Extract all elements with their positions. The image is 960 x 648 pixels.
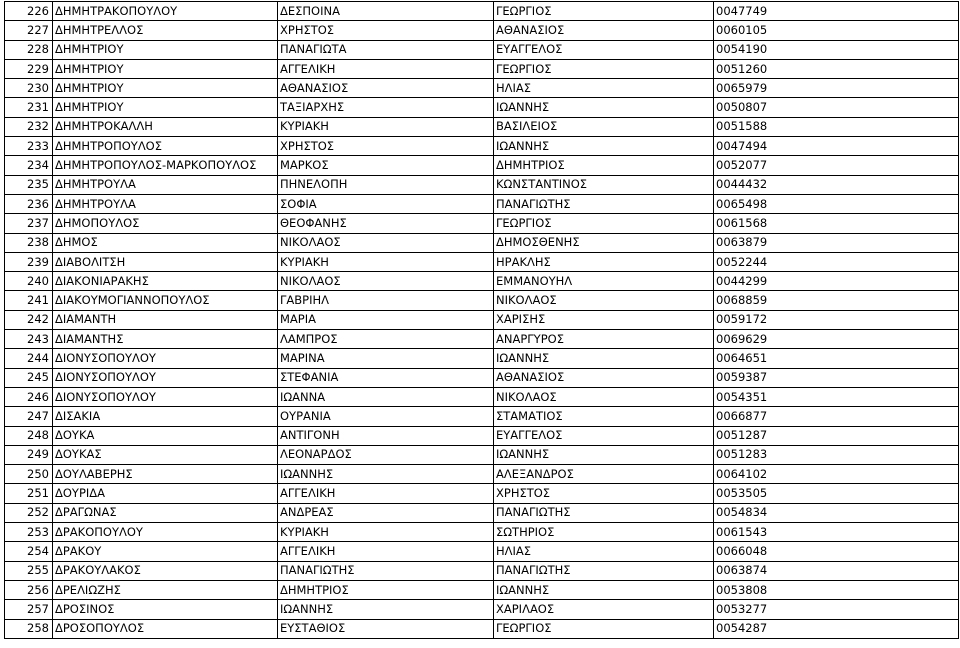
first-name-cell: ΝΙΚΟΛΑΟΣ	[278, 233, 494, 252]
father-name-cell: ΣΩΤΗΡΙΟΣ	[494, 523, 714, 542]
row-number: 240	[5, 272, 53, 291]
row-number: 234	[5, 156, 53, 175]
table-row	[5, 445, 959, 464]
row-number: 246	[5, 387, 53, 406]
table-row	[5, 349, 959, 368]
table-row	[5, 233, 959, 252]
table-row	[5, 98, 959, 117]
row-number: 239	[5, 252, 53, 271]
code-cell: 0054190	[714, 40, 959, 59]
table-row	[5, 387, 959, 406]
surname-cell: ΔΡΑΚΟΥ	[53, 542, 278, 561]
surname-cell: ΔΗΜΗΤΡΟΥΛΑ	[53, 194, 278, 213]
row-number: 235	[5, 175, 53, 194]
surname-cell: ΔΗΜΗΤΡΕΛΛΟΣ	[53, 21, 278, 40]
code-cell: 0053505	[714, 484, 959, 503]
code-cell: 0054834	[714, 503, 959, 522]
surname-cell: ΔΗΜΟΠΟΥΛΟΣ	[53, 214, 278, 233]
surname-cell: ΔΗΜΗΤΡΟΠΟΥΛΟΣ	[53, 137, 278, 156]
first-name-cell: ΙΩΑΝΝΗΣ	[278, 600, 494, 619]
row-number: 237	[5, 214, 53, 233]
code-cell: 0064102	[714, 465, 959, 484]
row-number: 250	[5, 465, 53, 484]
surname-cell: ΔΗΜΗΤΡΙΟΥ	[53, 98, 278, 117]
father-name-cell: ΑΝΑΡΓΥΡΟΣ	[494, 330, 714, 349]
first-name-cell: ΑΝΤΙΓΟΝΗ	[278, 426, 494, 445]
table-row	[5, 407, 959, 426]
table-row	[5, 272, 959, 291]
surname-cell: ΔΙΟΝΥΣΟΠΟΥΛΟΥ	[53, 387, 278, 406]
first-name-cell: ΣΤΕΦΑΝΙΑ	[278, 368, 494, 387]
first-name-cell: ΠΑΝΑΓΙΩΤΑ	[278, 40, 494, 59]
first-name-cell: ΑΓΓΕΛΙΚΗ	[278, 484, 494, 503]
father-name-cell: ΒΑΣΙΛΕΙΟΣ	[494, 117, 714, 136]
father-name-cell: ΚΩΝΣΤΑΝΤΙΝΟΣ	[494, 175, 714, 194]
surname-cell: ΔΡΟΣΙΝΟΣ	[53, 600, 278, 619]
father-name-cell: ΓΕΩΡΓΙΟΣ	[494, 214, 714, 233]
table-row	[5, 175, 959, 194]
row-number: 238	[5, 233, 53, 252]
row-number: 226	[5, 2, 53, 21]
row-number: 231	[5, 98, 53, 117]
surname-cell: ΔΗΜΗΤΡΟΠΟΥΛΟΣ-ΜΑΡΚΟΠΟΥΛΟΣ	[53, 156, 278, 175]
code-cell: 0044299	[714, 272, 959, 291]
father-name-cell: ΔΗΜΗΤΡΙΟΣ	[494, 156, 714, 175]
surname-cell: ΔΡΑΚΟΥΛΑΚΟΣ	[53, 561, 278, 580]
first-name-cell: ΓΑΒΡΙΗΛ	[278, 291, 494, 310]
surname-cell: ΔΗΜΗΤΡΙΟΥ	[53, 59, 278, 78]
table-row	[5, 561, 959, 580]
table-row	[5, 40, 959, 59]
first-name-cell: ΑΘΑΝΑΣΙΟΣ	[278, 79, 494, 98]
table-row	[5, 310, 959, 329]
table-row	[5, 580, 959, 599]
surname-cell: ΔΟΥΚΑΣ	[53, 445, 278, 464]
father-name-cell: ΓΕΩΡΓΙΟΣ	[494, 2, 714, 21]
father-name-cell: ΙΩΑΝΝΗΣ	[494, 98, 714, 117]
table-row	[5, 619, 959, 638]
code-cell: 0064651	[714, 349, 959, 368]
first-name-cell: ΙΩΑΝΝΑ	[278, 387, 494, 406]
first-name-cell: ΘΕΟΦΑΝΗΣ	[278, 214, 494, 233]
surname-cell: ΔΟΥΛΑΒΕΡΗΣ	[53, 465, 278, 484]
father-name-cell: ΕΥΑΓΓΕΛΟΣ	[494, 426, 714, 445]
table-row	[5, 214, 959, 233]
code-cell: 0050807	[714, 98, 959, 117]
surname-cell: ΔΗΜΗΤΡΟΥΛΑ	[53, 175, 278, 194]
row-number: 251	[5, 484, 53, 503]
row-number: 232	[5, 117, 53, 136]
father-name-cell: ΙΩΑΝΝΗΣ	[494, 445, 714, 464]
code-cell: 0053808	[714, 580, 959, 599]
first-name-cell: ΝΙΚΟΛΑΟΣ	[278, 272, 494, 291]
table-row	[5, 523, 959, 542]
code-cell: 0065979	[714, 79, 959, 98]
table-row	[5, 137, 959, 156]
row-number: 245	[5, 368, 53, 387]
code-cell: 0047749	[714, 2, 959, 21]
surname-cell: ΔΙΑΚΟΥΜΟΓΙΑΝΝΟΠΟΥΛΟΣ	[53, 291, 278, 310]
father-name-cell: ΧΑΡΙΣΗΣ	[494, 310, 714, 329]
code-cell: 0066877	[714, 407, 959, 426]
first-name-cell: ΠΗΝΕΛΟΠΗ	[278, 175, 494, 194]
row-number: 236	[5, 194, 53, 213]
code-cell: 0051287	[714, 426, 959, 445]
table-row	[5, 330, 959, 349]
code-cell: 0059172	[714, 310, 959, 329]
first-name-cell: ΚΥΡΙΑΚΗ	[278, 523, 494, 542]
surname-cell: ΔΙΣΑΚΙΑ	[53, 407, 278, 426]
row-number: 252	[5, 503, 53, 522]
table-row	[5, 21, 959, 40]
surname-cell: ΔΗΜΗΤΡΟΚΑΛΛΗ	[53, 117, 278, 136]
code-cell: 0054287	[714, 619, 959, 638]
code-cell: 0061543	[714, 523, 959, 542]
first-name-cell: ΑΓΓΕΛΙΚΗ	[278, 542, 494, 561]
table-row	[5, 542, 959, 561]
row-number: 241	[5, 291, 53, 310]
code-cell: 0053277	[714, 600, 959, 619]
row-number: 255	[5, 561, 53, 580]
father-name-cell: ΝΙΚΟΛΑΟΣ	[494, 387, 714, 406]
father-name-cell: ΙΩΑΝΝΗΣ	[494, 349, 714, 368]
table-row	[5, 156, 959, 175]
row-number: 242	[5, 310, 53, 329]
first-name-cell: ΤΑΞΙΑΡΧΗΣ	[278, 98, 494, 117]
row-number: 243	[5, 330, 53, 349]
first-name-cell: ΛΑΜΠΡΟΣ	[278, 330, 494, 349]
first-name-cell: ΣΟΦΙΑ	[278, 194, 494, 213]
code-cell: 0047494	[714, 137, 959, 156]
first-name-cell: ΚΥΡΙΑΚΗ	[278, 117, 494, 136]
surname-cell: ΔΡΑΓΩΝΑΣ	[53, 503, 278, 522]
code-cell: 0068859	[714, 291, 959, 310]
first-name-cell: ΜΑΡΚΟΣ	[278, 156, 494, 175]
table-row	[5, 600, 959, 619]
father-name-cell: ΓΕΩΡΓΙΟΣ	[494, 59, 714, 78]
table-row	[5, 368, 959, 387]
surname-cell: ΔΡΕΛΙΩΖΗΣ	[53, 580, 278, 599]
first-name-cell: ΛΕΟΝΑΡΔΟΣ	[278, 445, 494, 464]
row-number: 233	[5, 137, 53, 156]
surname-cell: ΔΡΑΚΟΠΟΥΛΟΥ	[53, 523, 278, 542]
code-cell: 0060105	[714, 21, 959, 40]
row-number: 230	[5, 79, 53, 98]
surname-cell: ΔΗΜΗΤΡΙΟΥ	[53, 40, 278, 59]
records-table	[4, 1, 959, 639]
father-name-cell: ΧΡΗΣΤΟΣ	[494, 484, 714, 503]
code-cell: 0065498	[714, 194, 959, 213]
surname-cell: ΔΙΑΜΑΝΤΗΣ	[53, 330, 278, 349]
first-name-cell: ΠΑΝΑΓΙΩΤΗΣ	[278, 561, 494, 580]
table-row	[5, 484, 959, 503]
table-row	[5, 117, 959, 136]
surname-cell: ΔΙΑΒΟΛΙΤΣΗ	[53, 252, 278, 271]
father-name-cell: ΓΕΩΡΓΙΟΣ	[494, 619, 714, 638]
father-name-cell: ΠΑΝΑΓΙΩΤΗΣ	[494, 503, 714, 522]
father-name-cell: ΝΙΚΟΛΑΟΣ	[494, 291, 714, 310]
code-cell: 0054351	[714, 387, 959, 406]
father-name-cell: ΕΥΑΓΓΕΛΟΣ	[494, 40, 714, 59]
first-name-cell: ΑΝΔΡΕΑΣ	[278, 503, 494, 522]
surname-cell: ΔΡΟΣΟΠΟΥΛΟΣ	[53, 619, 278, 638]
row-number: 227	[5, 21, 53, 40]
code-cell: 0051283	[714, 445, 959, 464]
first-name-cell: ΜΑΡΙΑ	[278, 310, 494, 329]
father-name-cell: ΠΑΝΑΓΙΩΤΗΣ	[494, 194, 714, 213]
table-row	[5, 79, 959, 98]
table-row	[5, 252, 959, 271]
code-cell: 0059387	[714, 368, 959, 387]
father-name-cell: ΑΘΑΝΑΣΙΟΣ	[494, 368, 714, 387]
code-cell: 0069629	[714, 330, 959, 349]
surname-cell: ΔΙΑΚΟΝΙΑΡΑΚΗΣ	[53, 272, 278, 291]
father-name-cell: ΕΜΜΑΝΟΥΗΛ	[494, 272, 714, 291]
table-row	[5, 465, 959, 484]
father-name-cell: ΗΛΙΑΣ	[494, 542, 714, 561]
first-name-cell: ΟΥΡΑΝΙΑ	[278, 407, 494, 426]
row-number: 253	[5, 523, 53, 542]
code-cell: 0061568	[714, 214, 959, 233]
table-row	[5, 194, 959, 213]
table-row	[5, 426, 959, 445]
surname-cell: ΔΗΜΗΤΡΙΟΥ	[53, 79, 278, 98]
code-cell: 0051260	[714, 59, 959, 78]
surname-cell: ΔΟΥΚΑ	[53, 426, 278, 445]
row-number: 248	[5, 426, 53, 445]
row-number: 256	[5, 580, 53, 599]
row-number: 249	[5, 445, 53, 464]
father-name-cell: ΑΘΑΝΑΣΙΟΣ	[494, 21, 714, 40]
first-name-cell: ΚΥΡΙΑΚΗ	[278, 252, 494, 271]
father-name-cell: ΠΑΝΑΓΙΩΤΗΣ	[494, 561, 714, 580]
row-number: 254	[5, 542, 53, 561]
father-name-cell: ΙΩΑΝΝΗΣ	[494, 580, 714, 599]
surname-cell: ΔΗΜΟΣ	[53, 233, 278, 252]
surname-cell: ΔΙΑΜΑΝΤΗ	[53, 310, 278, 329]
surname-cell: ΔΙΟΝΥΣΟΠΟΥΛΟΥ	[53, 349, 278, 368]
father-name-cell: ΧΑΡΙΛΑΟΣ	[494, 600, 714, 619]
row-number: 244	[5, 349, 53, 368]
first-name-cell: ΔΕΣΠΟΙΝΑ	[278, 2, 494, 21]
first-name-cell: ΙΩΑΝΝΗΣ	[278, 465, 494, 484]
father-name-cell: ΗΛΙΑΣ	[494, 79, 714, 98]
first-name-cell: ΑΓΓΕΛΙΚΗ	[278, 59, 494, 78]
code-cell: 0052077	[714, 156, 959, 175]
row-number: 258	[5, 619, 53, 638]
first-name-cell: ΧΡΗΣΤΟΣ	[278, 137, 494, 156]
first-name-cell: ΧΡΗΣΤΟΣ	[278, 21, 494, 40]
first-name-cell: ΜΑΡΙΝΑ	[278, 349, 494, 368]
row-number: 228	[5, 40, 53, 59]
surname-cell: ΔΙΟΝΥΣΟΠΟΥΛΟΥ	[53, 368, 278, 387]
code-cell: 0066048	[714, 542, 959, 561]
first-name-cell: ΔΗΜΗΤΡΙΟΣ	[278, 580, 494, 599]
father-name-cell: ΑΛΕΞΑΝΔΡΟΣ	[494, 465, 714, 484]
table-row	[5, 503, 959, 522]
code-cell: 0044432	[714, 175, 959, 194]
records-table-body	[5, 2, 959, 639]
father-name-cell: ΙΩΑΝΝΗΣ	[494, 137, 714, 156]
row-number: 247	[5, 407, 53, 426]
code-cell: 0063879	[714, 233, 959, 252]
code-cell: 0051588	[714, 117, 959, 136]
father-name-cell: ΣΤΑΜΑΤΙΟΣ	[494, 407, 714, 426]
row-number: 257	[5, 600, 53, 619]
code-cell: 0052244	[714, 252, 959, 271]
surname-cell: ΔΗΜΗΤΡΑΚΟΠΟΥΛΟΥ	[53, 2, 278, 21]
code-cell: 0063874	[714, 561, 959, 580]
table-row	[5, 291, 959, 310]
row-number: 229	[5, 59, 53, 78]
father-name-cell: ΔΗΜΟΣΘΕΝΗΣ	[494, 233, 714, 252]
first-name-cell: ΕΥΣΤΑΘΙΟΣ	[278, 619, 494, 638]
table-row	[5, 2, 959, 21]
surname-cell: ΔΟΥΡΙΔΑ	[53, 484, 278, 503]
table-row	[5, 59, 959, 78]
father-name-cell: ΗΡΑΚΛΗΣ	[494, 252, 714, 271]
